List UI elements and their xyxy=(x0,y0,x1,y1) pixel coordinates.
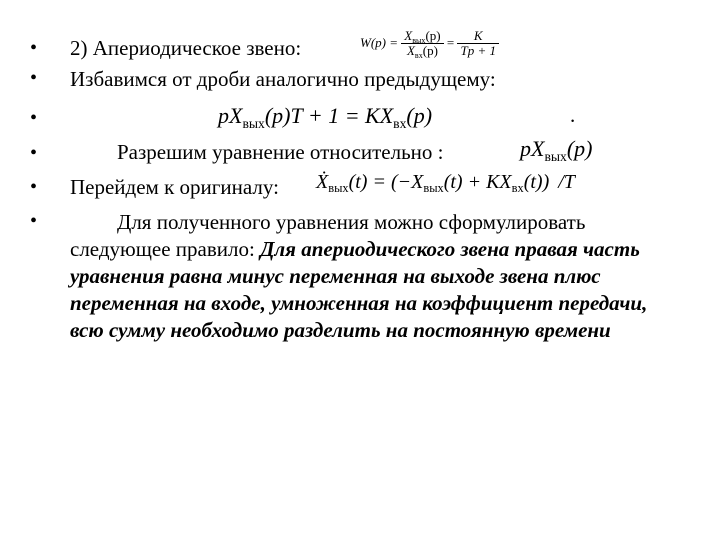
item1-text: 2) Апериодическое звено: xyxy=(70,36,302,60)
transfer-function-formula xyxy=(360,29,499,59)
bullet-marker: • xyxy=(30,176,38,198)
item2-text: Избавимся от дроби аналогично предыдущему: xyxy=(70,67,496,91)
w-left: W(p) = xyxy=(360,34,399,50)
bullet-marker: • xyxy=(30,37,38,59)
item4-text: Разрешим уравнение относительно : xyxy=(117,140,444,164)
bullet-marker: • xyxy=(30,142,38,164)
item6-continuation: следующее правило: xyxy=(70,237,255,261)
bullet-marker: • xyxy=(30,67,38,89)
original-domain-formula: Ẋ$_{вых}$(t) = $(-X_{вых}(t) + KX_{вх}(t))$ /T xyxy=(316,171,575,196)
item5-text: Перейдем к оригиналу: xyxy=(70,175,279,199)
p-x-output-formula: $pX_{вых}(p)$ xyxy=(520,136,593,164)
bullet-marker: • xyxy=(30,210,38,232)
bullet-marker: • xyxy=(30,107,38,129)
equals-sign: = xyxy=(446,34,455,50)
rule-paragraph xyxy=(70,236,670,344)
rule-text: Для апериодического звена правая часть уравнения равна минус переменная на выходе звена плюс переменная на входе, умноженная на коэффициент передачи, всю сумму необходимо разделить на постоянную времени xyxy=(70,237,648,342)
item6-text: Для полученного уравнения можно сформулировать xyxy=(117,210,586,234)
equation-cleared: $pX_{вых}(p)T + 1 = KX_{вх}(p)$ xyxy=(218,103,433,131)
k-fraction: $\frac{K}{Tp + 1}$ xyxy=(457,29,499,59)
item3-period: . xyxy=(570,103,576,127)
w-fraction: $\frac{X_{вых}(p)}{X_{вх}(p)}$ xyxy=(401,29,443,59)
